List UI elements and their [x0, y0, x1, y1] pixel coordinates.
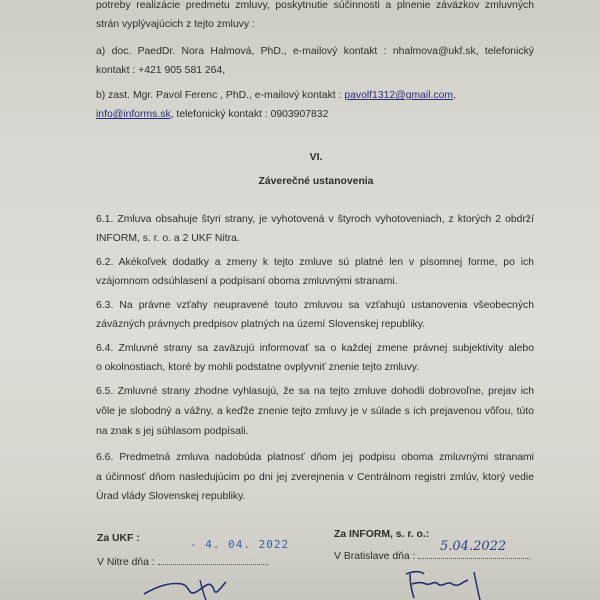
paragraph-6-5-line-2: vôle je slobodný a vážny, a keďže znenie tejto zmluvy je v súlade s ich prejavenou vôľou, túto — [96, 406, 534, 417]
contact-b-line-2 — [96, 108, 328, 121]
paragraph-6-5-line-3: na znak s jej súhlasom podpísali. — [96, 426, 249, 437]
paragraph-6-4-line-2: o okolnostiach, ktoré by mohli podstatne ovplyvniť znenie tejto zmluvy. — [96, 362, 420, 373]
paragraph-6-3-line-2: záväzných právnych predpisov platných na území Slovenskej republiky. — [96, 319, 426, 330]
left-date-stamp: - 4. 04. 2022 — [190, 538, 290, 551]
paragraph-6-5-line-1: 6.5. Zmluvné strany zhodne vyhlasujú, že sa na tejto zmluve dohodli dobrovoľne, prejav ich — [96, 386, 534, 397]
intro-line-2: strán vyplývajúcich z tejto zmluvy : — [96, 19, 255, 30]
contact-b-web-email-link[interactable]: info@informs.sk — [96, 109, 171, 120]
paragraph-6-4-line-1: 6.4. Zmluvné strany sa zaväzujú informovať sa o každej zmene právnej subjektivity alebo — [96, 343, 534, 354]
contact-a-line-1: a) doc. PaedDr. Nora Halmová, PhD., e-mailový kontakt : nhalmova@ukf.sk, telefonický — [96, 46, 534, 57]
paragraph-6-2-line-2: vzájomnom odsúhlasení a podpísaní oboma zmluvnými stranami. — [96, 276, 398, 287]
contact-b-phone: , telefonický kontakt : 0903907832 — [170, 109, 329, 120]
section-title: Záverečné ustanovenia — [258, 176, 374, 187]
right-party-label: Za INFORM, s. r. o.: — [334, 529, 430, 540]
contact-b-prefix: b) zast. Mgr. Pavol Ferenc , PhD., e-mailový kontakt : — [96, 90, 345, 101]
right-signature-icon — [400, 566, 500, 600]
contact-b-email-link[interactable]: pavolf1312@gmail.com — [344, 90, 454, 101]
section-number: VI. — [309, 152, 323, 163]
left-date-line — [158, 564, 268, 565]
paragraph-6-6-line-2: a účinnosť dňom nasledujúcim po dni jej zverejnenia v Centrálnom registri zmlúv, ktorý vedie — [96, 472, 534, 483]
paragraph-6-3-line-1: 6.3. Na právne vzťahy neupravené touto zmluvou sa vzťahujú ustanovenia všeobecných — [96, 300, 534, 311]
left-place-label: V Nitre dňa : — [97, 557, 155, 568]
left-signature-icon — [140, 568, 250, 600]
right-date-handwritten: 5.04.2022 — [440, 539, 507, 554]
paragraph-6-1-line-2: INFORM, s. r. o. a 2 UKF Nitra. — [96, 233, 240, 244]
paragraph-6-2-line-1: 6.2. Akékoľvek dodatky a zmeny k tejto zmluve sú platné len v písomnej forme, po ich — [96, 257, 534, 268]
paragraph-6-6-line-1: 6.6. Predmetná zmluva nadobúda platnosť dňom jej podpisu oboma zmluvnými stranami — [96, 452, 534, 463]
paragraph-6-6-line-3: Úrad vlády Slovenskej republiky. — [96, 491, 246, 502]
paragraph-6-1-line-1: 6.1. Zmluva obsahuje štyri strany, je vyhotovená v štyroch vyhotoveniach, z ktorých 2 obdrží — [96, 214, 534, 225]
contact-b-line-1 — [96, 89, 456, 102]
contact-a-line-2: kontakt : +421 905 581 264, — [96, 65, 226, 76]
right-place-label: V Bratislave dňa : — [334, 551, 416, 562]
left-party-label: Za UKF : — [97, 533, 140, 544]
contact-b-comma: , — [453, 90, 456, 101]
intro-line-1: potreby realizácie predmetu zmluvy, poskytnutie súčinnosti a plnenie záväzkov zmluvných — [96, 0, 534, 11]
right-date-line — [418, 558, 530, 559]
